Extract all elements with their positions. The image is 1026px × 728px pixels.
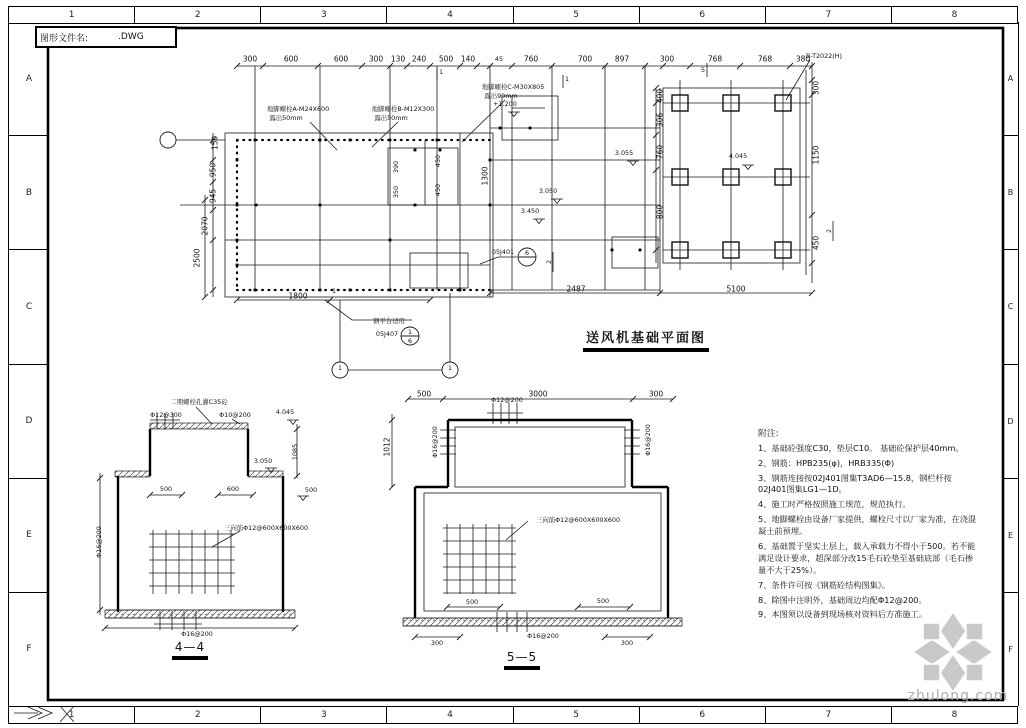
dimension-label: 露出50mm <box>374 113 408 122</box>
dimension-label: 二期螺栓孔灌C35砼 <box>170 397 228 406</box>
dimension-label: 760 <box>655 144 665 160</box>
dimension-label: 300 <box>430 638 444 647</box>
dimension-label: 760 <box>523 54 539 64</box>
sheet-grid-left <box>8 22 49 706</box>
dimension-label: 500 <box>438 54 454 64</box>
dimension-label: 1150 <box>811 145 821 165</box>
dimension-label: 500 <box>465 597 479 606</box>
dimension-label: 300 <box>811 80 821 96</box>
dimension-label: 768 <box>707 54 723 64</box>
grid-row-label: A <box>25 73 33 84</box>
dimension-label: Φ16@200 <box>181 629 213 638</box>
dimension-label: 140 <box>460 54 476 64</box>
dimension-label: 300 <box>368 54 384 64</box>
dimension-label: 1085 <box>290 443 299 461</box>
grid-row-label: B <box>9 135 49 249</box>
dimension-label: 1 <box>438 67 444 76</box>
grid-row-label: E <box>1003 478 1018 592</box>
note-item: 7、条件许可按《钢筋砼结构图集》。 <box>758 579 891 590</box>
dimension-label: 350 <box>391 185 400 199</box>
dimension-label: +1.200 <box>493 99 517 108</box>
note-item: 4、施工时严格按照施工规范，规范执行。 <box>758 499 911 510</box>
grid-col-label: 5 <box>513 7 639 23</box>
dimension-label: 300 <box>648 389 664 399</box>
dimension-label: 钢平台适用 <box>373 316 405 325</box>
note-item: 1、基础砼强度C30，垫层C10。 基础砼保护层40mm。 <box>758 442 964 453</box>
dimension-label: 1300 <box>480 166 490 186</box>
dimension-label: 3.450 <box>520 206 540 215</box>
dimension-label: 2 <box>544 259 553 265</box>
generated-geometry <box>94 63 815 640</box>
note-item: 9、本图须以设备到现场核对资料后方准施工。 <box>758 609 927 620</box>
dimension-label: 400 <box>655 88 665 104</box>
dimension-label: 450 <box>433 154 442 168</box>
dimension-label: 6 <box>407 336 413 345</box>
notes-list <box>758 443 978 622</box>
dimension-label: 300 <box>242 54 258 64</box>
dimension-label: 5100 <box>726 284 746 294</box>
grid-col-label: 3 <box>260 7 386 23</box>
dotted-foundation-edge <box>237 140 490 290</box>
dimension-label: 1 <box>447 363 453 372</box>
dimension-label: Φ16@200 <box>527 631 559 640</box>
dimension-label: 800 <box>655 204 665 220</box>
grid-row-label: E <box>9 478 49 592</box>
dimension-label: 3.055 <box>614 148 634 157</box>
sheet-grid-bottom <box>8 706 1018 724</box>
dimension-label: 1 <box>407 327 413 336</box>
grid-col-label: 8 <box>891 707 1017 723</box>
dimension-label: B-T2022(H) <box>805 51 843 60</box>
grid-row-label: D <box>9 364 49 478</box>
dimension-label: 2070 <box>200 216 210 236</box>
dimension-label: 6 <box>524 248 530 257</box>
dimension-label: 4.045 <box>728 151 748 160</box>
grid-row-label: C <box>1003 249 1018 363</box>
dimension-label: 240 <box>411 54 427 64</box>
watermark-text: zhulong.com <box>907 688 1009 704</box>
dimension-label: Φ12@300 <box>150 410 182 419</box>
grid-col-label: 3 <box>260 707 386 723</box>
dimension-label: 130 <box>390 54 406 64</box>
dimension-label: 150 <box>210 135 220 151</box>
detail-55-title: 5—5 <box>492 650 552 667</box>
grid-row-label: F <box>9 592 49 706</box>
dimension-label: Φ16@200 <box>430 426 439 458</box>
grid-col-label: 7 <box>765 707 891 723</box>
dimension-label: 768 <box>757 54 773 64</box>
grid-col-label: 6 <box>639 707 765 723</box>
grid-col-label: 2 <box>134 7 260 23</box>
dimension-label: 950 <box>208 162 218 178</box>
notes-heading: 附注: <box>758 429 779 439</box>
file-name-box <box>35 26 177 48</box>
dimension-label: 450 <box>811 235 821 251</box>
sheet-grid-right <box>1003 22 1019 706</box>
dimension-label: 3000 <box>528 389 548 399</box>
dimension-label: 700 <box>577 54 593 64</box>
dimension-label: 1 <box>564 74 570 83</box>
file-name-value: .DWG <box>118 32 144 42</box>
detail-outlines <box>118 420 668 618</box>
dimension-label: 1 <box>331 286 337 295</box>
grid-row-label: B <box>1003 135 1018 249</box>
dimension-label: 500 <box>159 484 173 493</box>
detail-44-title: 4—4 <box>160 640 220 657</box>
grid-row-label: F <box>1003 592 1018 706</box>
concrete-hatch <box>105 423 682 626</box>
grid-row-label: A <box>1007 74 1014 84</box>
dimension-label: 05J407 <box>375 329 399 338</box>
note-item: 6、基础置于坚实土层上，载入承载力不得小于500。若不能满足设计要求，超深部分改15毛石砼垫至基础底部（毛石掺量不大于25%）。 <box>758 540 976 575</box>
dimension-label: 500 <box>596 596 610 605</box>
dimension-label: 945 <box>208 188 218 204</box>
dimension-label: 390 <box>391 160 400 174</box>
note-item: 8、除图中注明外，基础周边均配Φ12@200。 <box>758 594 927 605</box>
dimension-label: 1800 <box>288 291 308 301</box>
dimension-label: Φ16@200 <box>94 526 103 558</box>
grid-col-label: 5 <box>513 707 639 723</box>
dimension-label: 380 <box>795 54 811 64</box>
dimension-label: 地脚螺栓B-M12X300 <box>371 104 435 113</box>
dimension-label: 897 <box>614 54 630 64</box>
grid-col-label: 6 <box>639 7 765 23</box>
dimension-label: 2487 <box>566 284 586 294</box>
sheet-grid-top <box>8 6 1018 24</box>
dimension-label: 600 <box>283 54 299 64</box>
dimension-label: 300 <box>620 638 634 647</box>
grid-row-label: D <box>1003 364 1018 478</box>
grid-col-label: 2 <box>134 707 260 723</box>
dimension-label: 45 <box>494 54 504 63</box>
dimension-label: Φ16@200 <box>643 424 652 456</box>
dimension-label: 500 <box>304 485 318 494</box>
notes-block <box>758 428 978 624</box>
dimension-label: 三向筋Φ12@600X600X600 <box>223 523 309 532</box>
dimension-label: 露出50mm <box>269 113 303 122</box>
grid-col-label: 1 <box>68 710 75 720</box>
dimension-label: 1012 <box>382 437 392 457</box>
dimension-label: 500 <box>416 389 432 399</box>
dimension-label: 2 <box>824 228 833 234</box>
dimension-label: 三向筋Φ12@600X600X600 <box>535 515 621 524</box>
note-item: 3、钢筋连接按02J401图集T3AD6—15.8，钢栏杆按02J401图集LG1—1D。 <box>758 472 952 495</box>
grid-col-label: 4 <box>386 7 512 23</box>
dimension-label: Φ10@200 <box>219 410 251 419</box>
dimension-label: 05J401 <box>491 247 515 256</box>
dimension-label: 600 <box>226 484 240 493</box>
dimension-label: 600 <box>333 54 349 64</box>
main-plan-title: 送风机基础平面图 <box>573 327 719 349</box>
grid-col-label: 7 <box>765 7 891 23</box>
grid-col-label: 1 <box>68 10 75 20</box>
note-item: 2、钢筋：HPB235(φ)，HRB335(Φ) <box>758 457 895 468</box>
dimension-label: 露出90mm <box>484 91 518 100</box>
dimension-label: 5 <box>700 65 706 74</box>
dimension-label: 306 <box>655 112 665 128</box>
grid-col-label: 4 <box>386 707 512 723</box>
note-item: 5、地脚螺栓由设备厂家提供，螺栓尺寸以厂家为准，在浇混凝土前预埋。 <box>758 514 977 537</box>
dimension-label: 300 <box>659 54 675 64</box>
dimension-label: 2500 <box>192 248 202 268</box>
callout-bubbles <box>160 132 536 378</box>
dimension-label: 1 <box>337 363 343 372</box>
dimension-label: Φ12@200 <box>491 395 523 404</box>
file-name-label: 图形文件名: <box>40 33 89 44</box>
grid-row-label: C <box>9 249 49 363</box>
dimension-label: 3.050 <box>253 456 273 465</box>
grid-col-label: 8 <box>891 7 1017 23</box>
dimension-label: 地脚螺栓C-M30X805 <box>481 82 545 91</box>
dimension-label: 3.050 <box>538 186 558 195</box>
dimension-label: 450 <box>433 183 442 197</box>
dimension-label: 地脚螺栓A-M24X600 <box>266 104 330 113</box>
dimension-label: 4.045 <box>275 407 295 416</box>
